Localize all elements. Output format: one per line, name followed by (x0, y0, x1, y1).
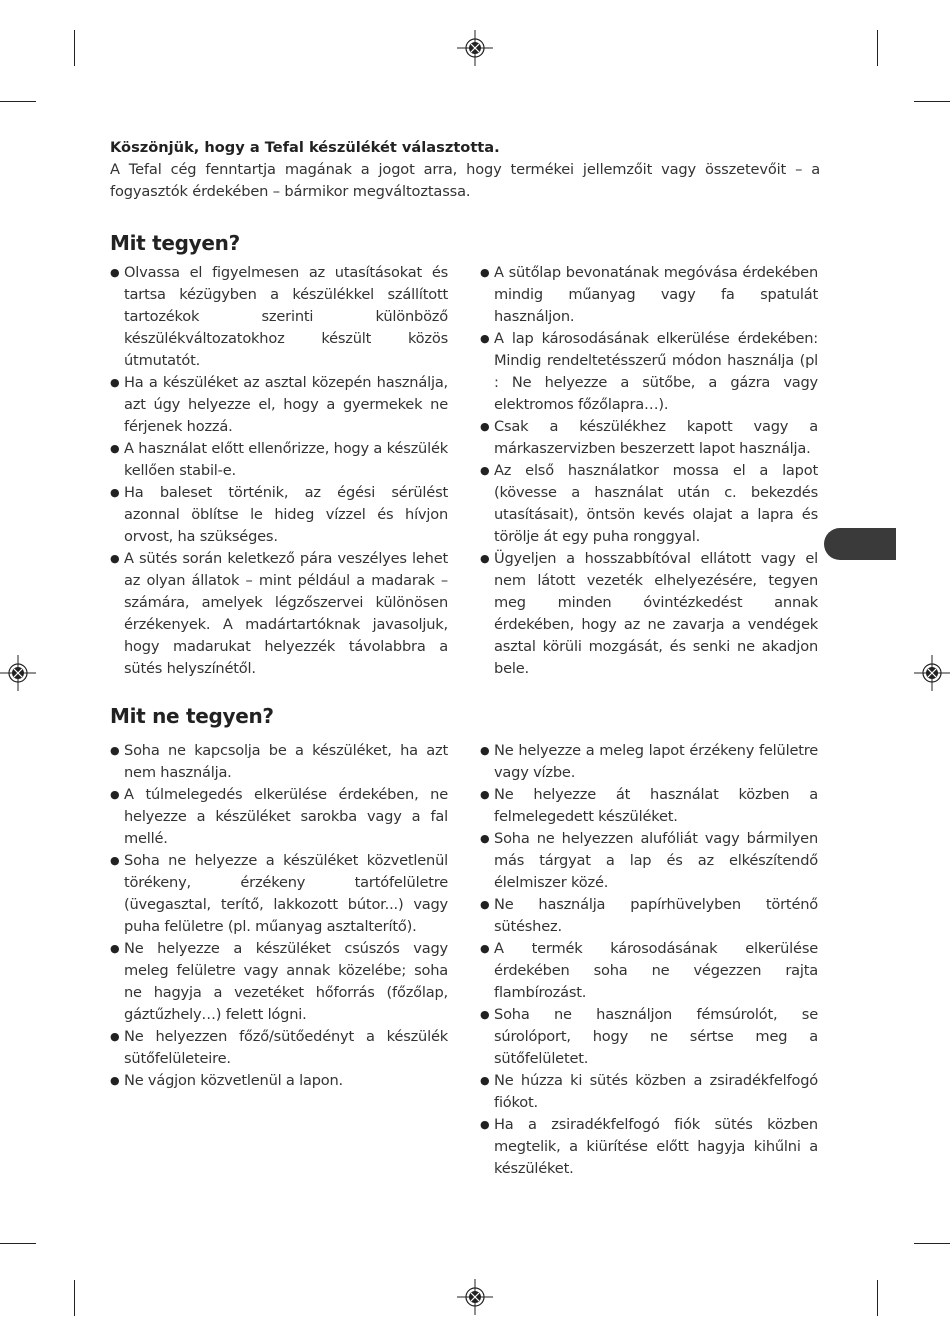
list-item: ● Ne helyezze át használat közben a felmelegedett készüléket. (480, 784, 818, 828)
donts-list-left (110, 740, 448, 1092)
list-item: ● Ne használja papírhüvelyben történő sütéshez. (480, 894, 818, 938)
registration-mark-right-icon (914, 655, 950, 691)
intro-text: A Tefal cég fenntartja magának a jogot arra, hogy termékei jellemzőit vagy összetevőit – a fogyasztók érdekében – bármikor megváltoztassa. (110, 161, 820, 200)
crop-mark (914, 1243, 950, 1244)
list-item: ● Soha ne helyezzen alufóliát vagy bármilyen más tárgyat a lap és az elkészítendő élelmiszer közé. (480, 828, 818, 894)
list-item: ● Ha a zsiradékfelfogó fiók sütés közben megtelik, a kiürítése előtt hagyja kihűlni a készüléket. (480, 1114, 818, 1180)
crop-mark (877, 1280, 878, 1316)
donts-list-right (480, 740, 818, 1180)
intro-title: Köszönjük, hogy a Tefal készülékét választotta. (110, 139, 500, 156)
list-item: ● Olvassa el figyelmesen az utasításokat és tartsa kézügyben a készülékkel szállított tartozékok szerinti különböző készülékváltozatokhoz készült közös útmutatót. (110, 262, 448, 372)
crop-mark (0, 101, 36, 102)
crop-mark (914, 101, 950, 102)
list-item: ● Az első használatkor mossa el a lapot (kövesse a használat után c. bekezdés utasításait), öntsön kevés olajat a lapra és törölje át egy puha ronggyal. (480, 460, 818, 548)
list-item: ● A használat előtt ellenőrizze, hogy a készülék kellően stabil-e. (110, 438, 448, 482)
list-item: ● Ne helyezzen főző/sütőedényt a készülék sütőfelületeire. (110, 1026, 448, 1070)
section-heading-dos: Mit tegyen? (110, 231, 240, 255)
list-item: ● A sütőlap bevonatának megóvása érdekében mindig műanyag vagy fa spatulát használjon. (480, 262, 818, 328)
list-item: ● Csak a készülékhez kapott vagy a márkaszervizben beszerzett lapot használja. (480, 416, 818, 460)
crop-mark (74, 30, 75, 66)
list-item: ● A túlmelegedés elkerülése érdekében, ne helyezze a készüléket sarokba vagy a fal mellé. (110, 784, 448, 850)
list-item: ● Ha a készüléket az asztal közepén használja, azt úgy helyezze el, hogy a gyermekek ne férjenek hozzá. (110, 372, 448, 438)
list-item: ● A termék károsodásának elkerülése érdekében soha ne végezzen rajta flambírozást. (480, 938, 818, 1004)
list-item: ● Ne helyezze a meleg lapot érzékeny felületre vagy vízbe. (480, 740, 818, 784)
list-item: ● A sütés során keletkező pára veszélyes lehet az olyan állatok – mint például a madarak – számára, amelyek légzőszervei különösen érzékenyek. A madártartóknak javasoljuk, hogy madarukat helyezzék távolabbra a sütés helyszínétől. (110, 548, 448, 680)
crop-mark (74, 1280, 75, 1316)
registration-mark-left-icon (0, 655, 36, 691)
dos-list-left (110, 262, 448, 680)
crop-mark (877, 30, 878, 66)
registration-mark-top-icon (457, 30, 493, 66)
registration-mark-bottom-icon (457, 1279, 493, 1315)
crop-mark (0, 1243, 36, 1244)
list-item: ● Ne húzza ki sütés közben a zsiradékfelfogó fiókot. (480, 1070, 818, 1114)
list-item: ● Ne helyezze a készüléket csúszós vagy meleg felületre vagy annak közelébe; soha ne hagyja a vezetéket hőforrás (főzőlap, gáztűzhely…) felett lógni. (110, 938, 448, 1026)
section-heading-donts: Mit ne tegyen? (110, 704, 274, 728)
list-item: ● Soha ne kapcsolja be a készüléket, ha azt nem használja. (110, 740, 448, 784)
list-item: ● Ha baleset történik, az égési sérülést azonnal öblítse le hideg vízzel és hívjon orvost, ha szükséges. (110, 482, 448, 548)
intro (110, 137, 820, 203)
list-item: ● Ügyeljen a hosszabbítóval ellátott vagy el nem látott vezeték elhelyezésére, tegyen meg minden óvintézkedést annak érdekében, hogy az ne zavarja a vendégek asztal körüli mozgását, és senki ne akadjon bele. (480, 548, 818, 680)
list-item: ● Soha ne helyezze a készüléket közvetlenül törékeny, érzékeny tartófelületre (üvegasztal, terítő, lakkozott bútor...) vagy puha felületre (pl. műanyag asztalterítő). (110, 850, 448, 938)
language-tab (824, 528, 896, 560)
list-item: ● A lap károsodásának elkerülése érdekében: Mindig rendeltetésszerű módon használja (pl : Ne helyezze a sütőbe, a gázra vagy elektromos főzőlapra…). (480, 328, 818, 416)
list-item: ● Ne vágjon közvetlenül a lapon. (110, 1070, 448, 1092)
dos-list-right (480, 262, 818, 680)
list-item: ● Soha ne használjon fémsúrolót, se súrolóport, hogy ne sértse meg a sütőfelületet. (480, 1004, 818, 1070)
